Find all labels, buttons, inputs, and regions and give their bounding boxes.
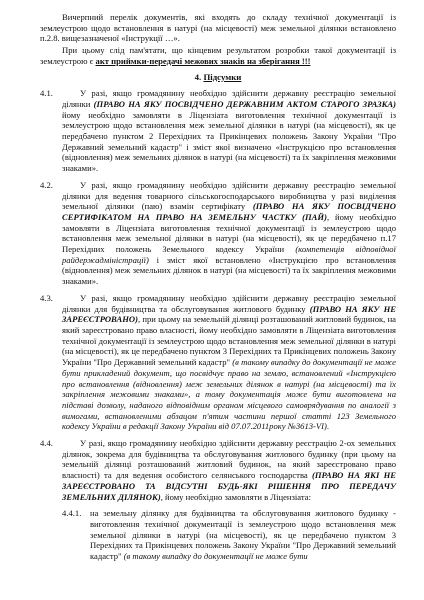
- clause-body: [62, 438, 396, 502]
- subclause-italic-note: (в такому випадку до документації не може бути: [123, 551, 308, 562]
- clause-4-2: [40, 180, 396, 287]
- subclause-number: 4.4.1.: [62, 508, 82, 519]
- subclause-text: на земельну ділянку для будівництва та обслуговування житлового будинку - виготовлення технічної документації із землеустрою щодо встановлення меж земельної ділянки в натурі (на місцевості), як це передбачено пунктом 3 Перехідних та Прикінцевих положень Закону України "Про Державний земельний кадастр": [90, 508, 396, 562]
- clause-text: .: [326, 421, 330, 432]
- clause-text: і зміст якої встановлено «Інструкцією про встановлення (відновлення) меж земельних ділянок в натурі (на місцевості) та їх закріплення межовими знаками».: [62, 254, 396, 287]
- clause-text: У разі, якщо громадянину необхідно здійснити державну реєстрацію земельної ділянки для ведення товарного сільськогосподарського виробництва у разі виділення земельної ділянки (паю) взамін сертифікату: [62, 179, 396, 212]
- clause-number: 4.3.: [40, 292, 53, 303]
- intro-paragraph-2-lead: При цьому слід пам'ятати, що кінцевим результатом розробки такої документації із землеустрою є: [40, 45, 396, 66]
- clause-text: , йому необхідно замовляти в Ліцензіата виготовлення технічної документації із землеустрою щодо встановлення меж земельної ділянки в натурі (на місцевості), як це передбачено п.17 Перехідних положень Земельного кодексу України: [62, 211, 396, 255]
- clause-emphasis: (ПРАВО НА ЯКІ НЕ ЗАРЕЄСТРОВАНО ТА ВІДСУТНІ БУДЬ-ЯКІ РІШЕННЯ ПРО ПЕРЕДАЧУ ЗЕМЕЛЬНИХ ДІЛЯНОК): [62, 470, 396, 502]
- clause-number: 4.4.: [40, 438, 53, 449]
- clause-body: [62, 88, 396, 174]
- clause-text: , йому необхідно замовляти в Ліцензіата:: [160, 491, 311, 502]
- subclause-body: [90, 508, 396, 562]
- clause-emphasis: (ПРАВО НА ЯКУ НЕ ЗАРЕЄСТРОВАНО): [62, 303, 396, 325]
- clause-emphasis: (ПРАВО НА ЯКУ ПОСВІДЧЕНО СЕРТИФІКАТОМ НА ПРАВО НА ЗЕМЕЛЬНУ ЧАСТКУ (ПАЙ): [62, 201, 397, 222]
- clause-number: 4.2.: [40, 179, 53, 190]
- clause-text: У разі, якщо громадянину необхідно здійснити державну реєстрацію земельної ділянки для будівництва та обслуговування житлового будинку: [62, 292, 396, 314]
- clause-body: [62, 293, 396, 432]
- section-heading: [40, 72, 396, 83]
- clause-4-4: [40, 438, 396, 502]
- clause-4-4-1: [40, 508, 396, 562]
- clause-italic-note: (компетенція відповідної райдержадміністрації): [62, 244, 396, 265]
- clause-text: У разі, якщо громадянину необхідно здійснити державну реєстрацію 2-ох земельних ділянок, зокрема для будівництва та обслуговування житлового будинку (при цьому на земельній ділянці розташований житловий будинок, на який зареєстровано право власності) та для ведення особистого селянського господарства: [62, 438, 396, 481]
- clause-emphasis: (ПРАВО НА ЯКУ ПОСВІДЧЕНО ДЕРЖАВНИМ АКТОМ СТАРОГО ЗРАЗКА): [93, 98, 396, 109]
- clause-text: йому необхідно замовляти в Ліцензіата виготовлення технічної документації із землеустрою щодо встановлення меж земельної ділянки в натурі (на місцевості), як це передбачено пунктом 2 Перехідних та Прикінцевих положень Закону України "Про Державний земельний кадастр" і зміст якої визначено «Інструкцією про встановлення (відновлення) меж земельних ділянок в натурі (на місцевості) та їх закріплення межовими знаками».: [62, 109, 396, 174]
- clause-italic-note: (в такому випадку до документації не може бути прикладений документ, що посвідчує право на землю, встановлений «Інструкцією про встановлення (відновлення) меж земельних ділянок в натурі (на місцевості) та їх закріплення межовими знаками», а тому документація може бути виготовлена на підставі дозволу, наданого відповідним органом місцевого самоврядування по аналогії з вимогами, встановленими абзацом п'ятим частини першої статті 123 Земельного кодексу України в редакції Закону України від 07.07.2011року №3613-VI): [62, 357, 397, 432]
- intro-paragraph-2: [40, 45, 396, 66]
- clause-4-3: [40, 293, 396, 432]
- clause-body: [62, 180, 396, 287]
- clause-4-1: [40, 88, 396, 174]
- section-number: 4.: [194, 71, 202, 82]
- intro-paragraph-2-emphasis: акт приймки-передачі межових знаків на зберігання !!!: [95, 55, 311, 66]
- clause-text: У разі, якщо громадянину необхідно здійснити державну реєстрацію земельної ділянки: [62, 88, 396, 109]
- clause-text: , при цьому на земельній ділянці розташований житловий будинок, на який зареєстровано право власності, йому необхідно замовляти в Ліцензіата виготовлення технічної документації із землеустрою щодо встановлення меж земельної ділянки в натурі (на місцевості), як це передбачено пунктом 3 Перехідних та Прикінцевих положень Закону України "Про Державний земельний кадастр": [62, 314, 396, 368]
- section-title: Підсумки: [203, 71, 242, 82]
- clause-number: 4.1.: [40, 88, 53, 99]
- intro-paragraph-1: Вичерпний перелік документів, які входять до складу технічної документації із землеустрою щодо встановлення в натурі (на місцевості) меж земельної ділянки встановлено п.2.8. вищезазначеної «Інструкції …».: [40, 12, 396, 44]
